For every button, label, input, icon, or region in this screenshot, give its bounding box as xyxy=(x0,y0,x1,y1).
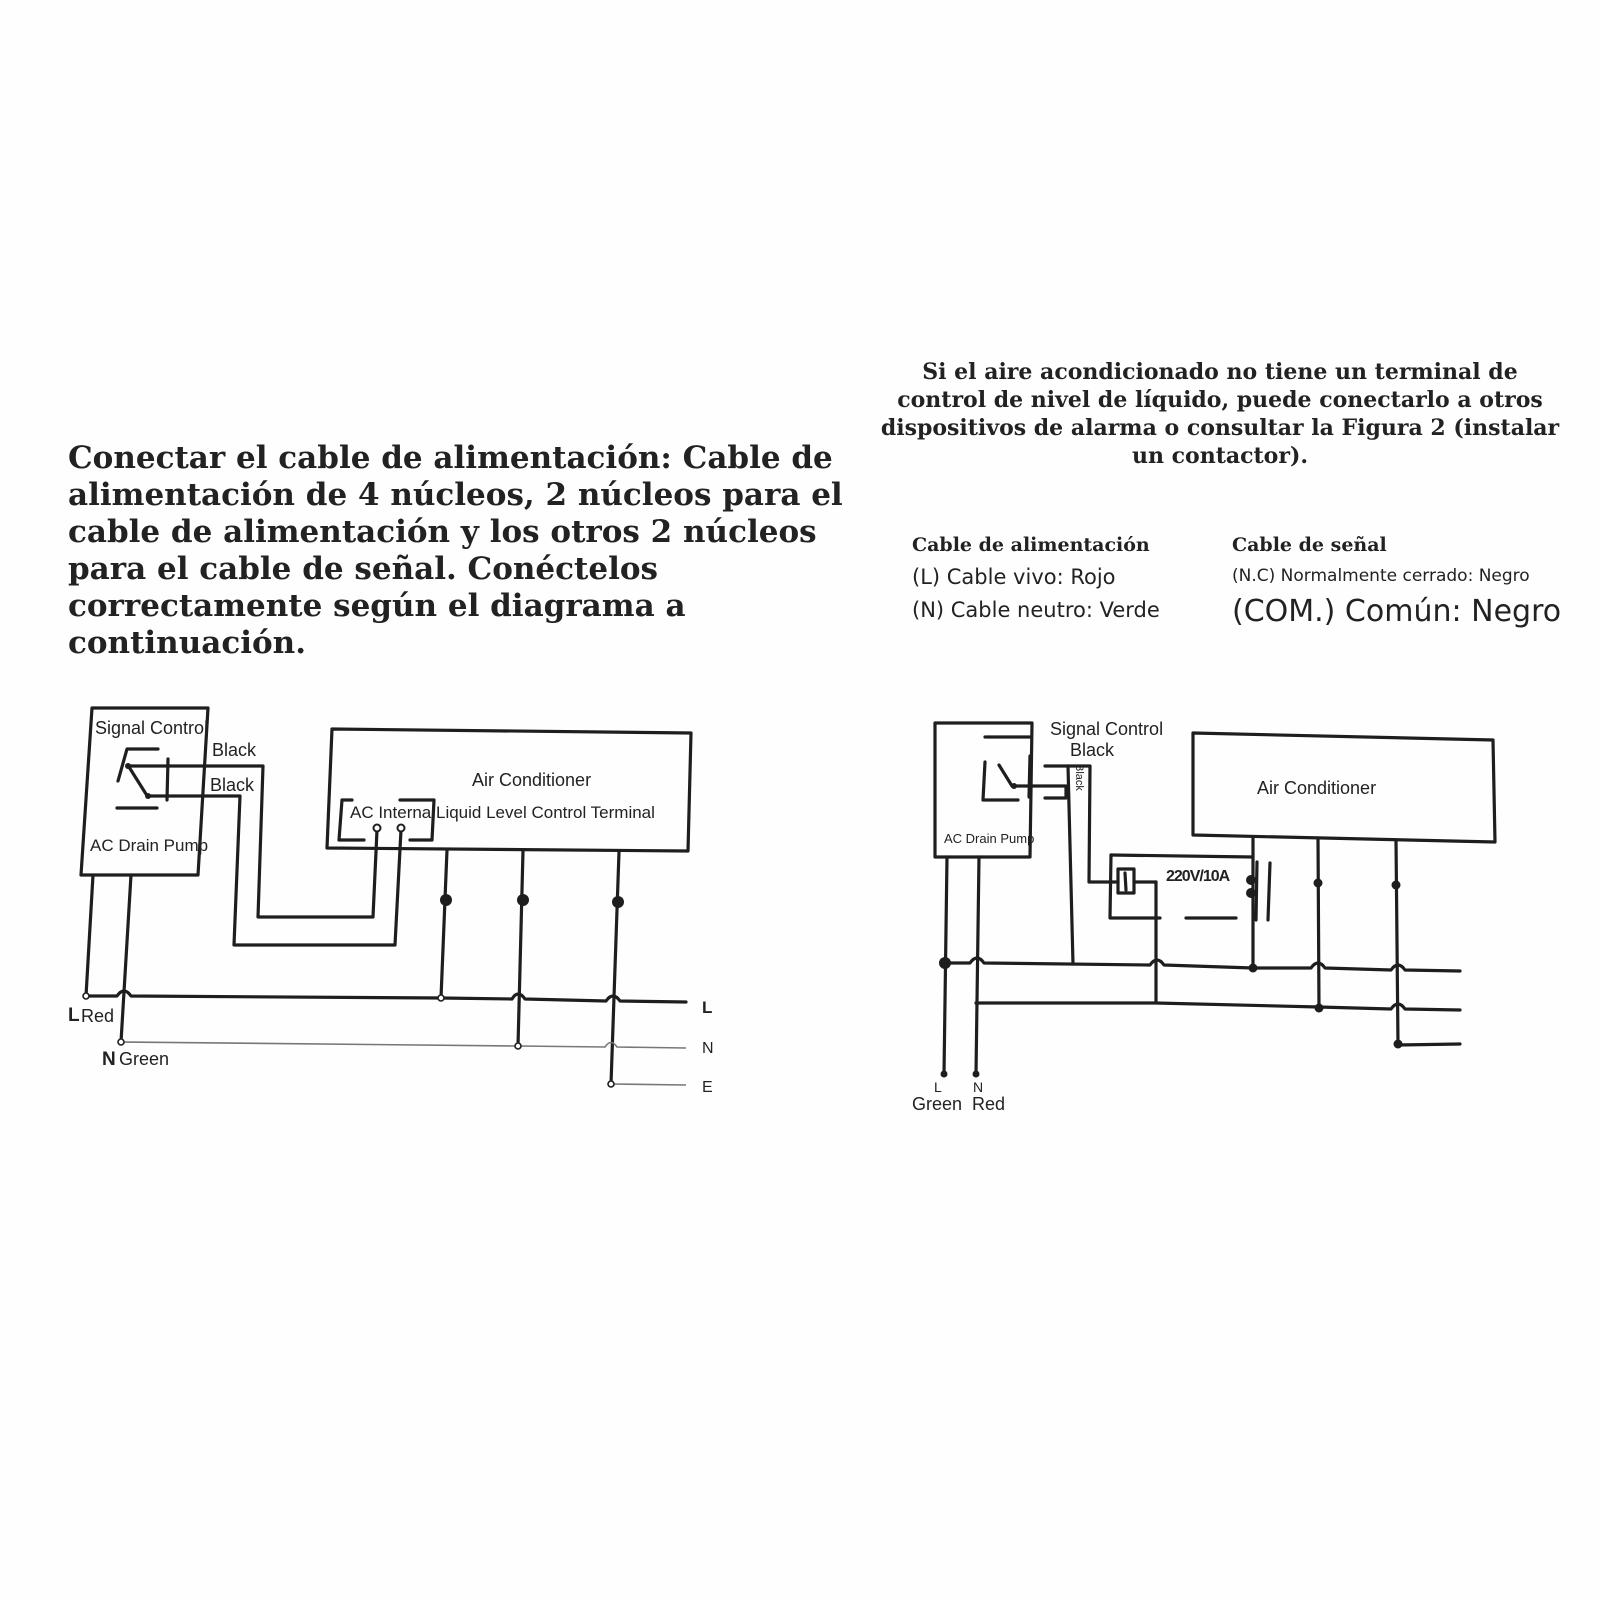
l-letter-2: L xyxy=(934,1079,942,1095)
contactor xyxy=(1110,855,1270,1002)
n-letter-2: N xyxy=(973,1079,984,1095)
signal-wire-2c xyxy=(1068,766,1073,964)
bus-2-top xyxy=(944,958,1460,971)
air-conditioner-label-2: Air Conditioner xyxy=(1257,778,1377,798)
bus-e-1 xyxy=(611,1084,686,1085)
black-label-3: Black xyxy=(1070,740,1115,760)
contactor-rating-label: 220V/10A xyxy=(1166,868,1230,885)
relay-switch-1 xyxy=(117,749,168,808)
pump-lead-l xyxy=(86,875,93,996)
signal-control-label-1: Signal Control xyxy=(95,718,209,738)
signal-control-label-2: Signal Control xyxy=(1050,719,1164,739)
bus-2-bottom xyxy=(1398,1044,1460,1045)
signal-wire-2a xyxy=(1014,786,1066,798)
bus-n-label: N xyxy=(702,1040,714,1057)
drain-pump-label-2: AC Drain Pump xyxy=(944,831,1035,846)
intro-text: Conectar el cable de alimentación: Cable de alimentación de 4 núcleos, 2 núcleos para el cable de alimentación y los otros 2 núcleos para el cable de señal. Conéctelos correctamente según el diagrama a continuación. xyxy=(68,440,843,661)
air-conditioner-box-1 xyxy=(327,729,691,851)
bus-2-mid xyxy=(976,1003,1460,1010)
neutral-wire-legend: (N) Cable neutro: Verde xyxy=(912,598,1160,622)
bus-l-1 xyxy=(86,991,686,1002)
signal-cable-title: Cable de señal xyxy=(1232,534,1387,556)
black-vertical-label: Black xyxy=(1073,764,1085,791)
contactor-note: Si el aire acondicionado no tiene un terminal de control de nivel de líquido, puede conectarlo a otros dispositivos de alarma o consultar la Figura 2 (instalar un contactor). xyxy=(880,359,1560,469)
air-conditioner-label-1: Air Conditioner xyxy=(472,770,592,790)
bus-n-1 xyxy=(121,1042,686,1048)
diagram-2 xyxy=(912,719,1495,1114)
bus-l-label: L xyxy=(702,998,713,1017)
red-label-1: Red xyxy=(81,1006,115,1026)
relay-switch-2 xyxy=(983,737,1030,800)
pump-lead-2n xyxy=(976,857,979,1074)
ac-drop-l xyxy=(441,850,447,998)
pump-lead-n xyxy=(121,875,131,1042)
diagram-1 xyxy=(68,708,714,1096)
ac-drop-2b xyxy=(1318,838,1319,1008)
green-label-2: Green xyxy=(912,1094,963,1114)
live-wire-legend: (L) Cable vivo: Rojo xyxy=(912,565,1116,589)
drain-pump-label-1: AC Drain Pump xyxy=(90,836,209,855)
black-label-2: Black xyxy=(210,775,255,795)
ac-drop-n xyxy=(518,851,523,1046)
liquid-level-label: Liquid Level Control Terminal xyxy=(436,803,655,822)
black-label-1: Black xyxy=(212,740,257,760)
ac-internal-label: AC Internal xyxy=(350,803,436,822)
red-label-2: Red xyxy=(972,1094,1006,1114)
com-legend: (COM.) Común: Negro xyxy=(1232,594,1562,629)
power-cable-title: Cable de alimentación xyxy=(912,534,1150,556)
green-label-1: Green xyxy=(119,1049,170,1069)
nc-legend: (N.C) Normalmente cerrado: Negro xyxy=(1232,566,1530,586)
n-letter-1: N xyxy=(102,1049,116,1070)
ac-drop-e xyxy=(611,852,619,1084)
l-letter-1: L xyxy=(68,1005,80,1026)
ac-drop-2c xyxy=(1396,840,1398,1045)
bus-e-label: E xyxy=(702,1079,713,1096)
